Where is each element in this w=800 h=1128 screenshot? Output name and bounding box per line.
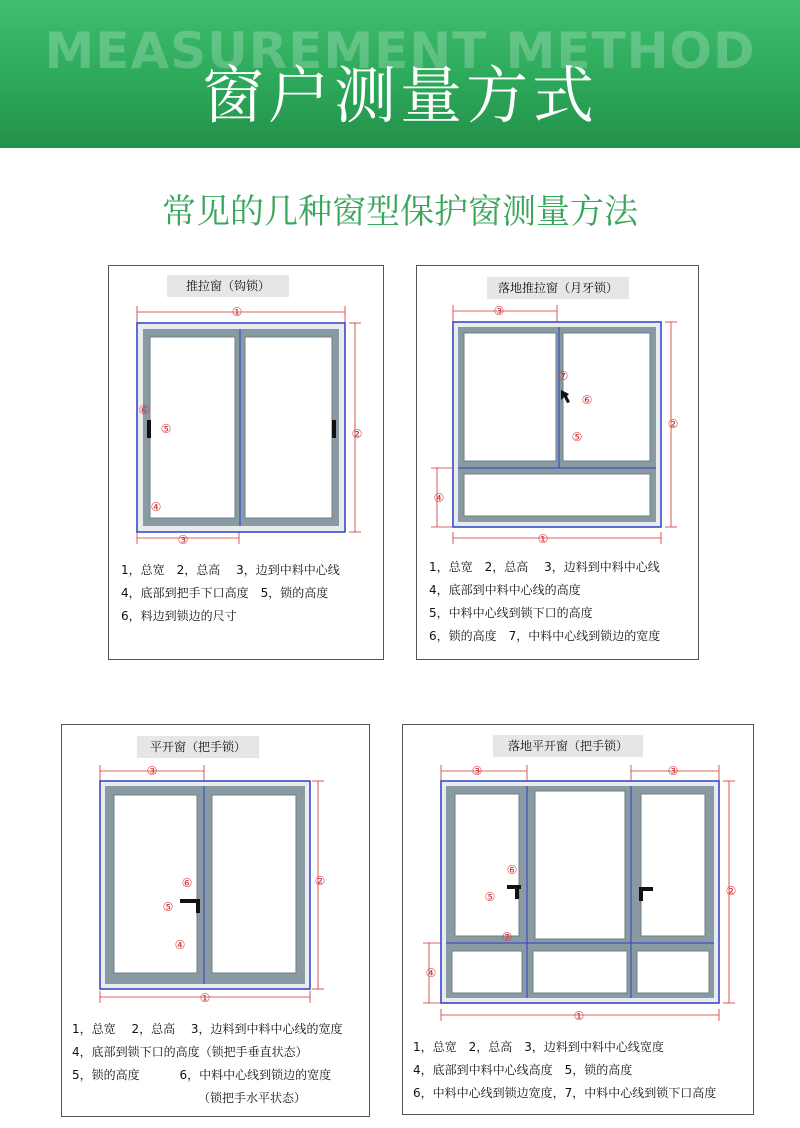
mark-lock-height: ⑤	[484, 890, 496, 904]
note-line: 6，料边到锁边的尺寸	[121, 609, 237, 623]
note-line: （锁把手水平状态）	[72, 1091, 307, 1105]
mark-edge-to-mullion: ③	[146, 764, 158, 778]
mark-total-width: ①	[573, 1009, 585, 1023]
note-line: 5，锁的高度 6，中料中心线到锁边的宽度	[72, 1068, 332, 1082]
mark-lock-height: ⑤	[160, 422, 172, 436]
note-line: 1，总宽 2，总高 3，边到中料中心线	[121, 563, 340, 577]
mark-mullion-to-lock-edge: ⑦	[557, 369, 569, 383]
panel-sliding-window	[108, 265, 384, 660]
mark-total-height: ②	[725, 884, 737, 898]
mark-lock-height: ⑤	[162, 900, 174, 914]
panel-floor-sliding-window	[416, 265, 699, 660]
casement-window-diagram	[62, 757, 369, 1042]
floor-casement-window-diagram	[403, 757, 753, 1042]
mark-mullion-to-lock: ⑤	[571, 430, 583, 444]
note-line: 4，底部到中料中心线高度 5，锁的高度	[413, 1063, 633, 1077]
mark-bottom-to-handle: ④	[150, 500, 162, 514]
note-line: 1，总宽 2，总高 3，边料到中料中心线	[429, 560, 660, 574]
mark-mullion-to-lock-edge: ⑥	[506, 863, 518, 877]
mark-total-height: ②	[667, 417, 679, 431]
panel-notes	[121, 559, 340, 628]
note-line: 1，总宽 2，总高 3，边料到中料中心线宽度	[413, 1040, 664, 1054]
mark-bottom-to-mullion: ④	[425, 966, 437, 980]
mark-edge-to-mullion: ③	[177, 533, 189, 547]
mark-total-height: ②	[314, 874, 326, 888]
sliding-window-diagram	[109, 296, 383, 586]
banner-watermark-text: MEASUREMENT METHOD	[44, 22, 756, 80]
mark-total-width: ①	[537, 532, 549, 546]
note-line: 5，中料中心线到锁下口的高度	[429, 606, 593, 620]
mark-bottom-to-mullion: ④	[433, 491, 445, 505]
mark-total-width: ①	[199, 991, 211, 1005]
mark-edge-to-lock: ⑥	[138, 403, 150, 417]
note-line: 1，总宽 2，总高 3，边料到中料中心线的宽度	[72, 1022, 343, 1036]
mark-right-edge-to-mullion: ③	[667, 764, 679, 778]
panel-notes	[429, 556, 660, 648]
floor-sliding-window-diagram	[417, 296, 698, 586]
panel-title: 平开窗（把手锁）	[137, 736, 259, 758]
note-line: 4，底部到把手下口高度 5，锁的高度	[121, 586, 329, 600]
section-subtitle: 常见的几种窗型保护窗测量方法	[162, 192, 638, 232]
note-line: 4，底部到中料中心线的高度	[429, 583, 581, 597]
mark-edge-to-mullion: ③	[493, 304, 505, 318]
mark-lock-height: ⑥	[581, 393, 593, 407]
page-title: 窗户测量方式	[201, 59, 598, 132]
panel-floor-casement-window	[402, 724, 754, 1115]
mark-total-height: ②	[351, 427, 363, 441]
mark-total-width: ①	[231, 305, 243, 319]
mark-bottom-to-lock: ④	[174, 938, 186, 952]
note-line: 6，锁的高度 7，中料中心线到锁边的宽度	[429, 629, 661, 643]
panel-notes	[72, 1018, 343, 1110]
panel-casement-window	[61, 724, 370, 1117]
mark-mullion-to-lock-edge: ⑥	[181, 876, 193, 890]
note-line: 6，中料中心线到锁边宽度，7，中料中心线到锁下口高度	[413, 1086, 717, 1100]
panel-title: 推拉窗（钩锁）	[167, 275, 289, 297]
panel-title: 落地推拉窗（月牙锁）	[487, 277, 629, 299]
mark-left-edge-to-mullion: ③	[471, 764, 483, 778]
note-line: 4，底部到锁下口的高度（锁把手垂直状态）	[72, 1045, 308, 1059]
panel-notes	[413, 1036, 716, 1105]
header-banner	[0, 0, 800, 148]
mark-mullion-to-lock-bottom: ⑦	[501, 930, 513, 944]
panel-title: 落地平开窗（把手锁）	[493, 735, 643, 757]
